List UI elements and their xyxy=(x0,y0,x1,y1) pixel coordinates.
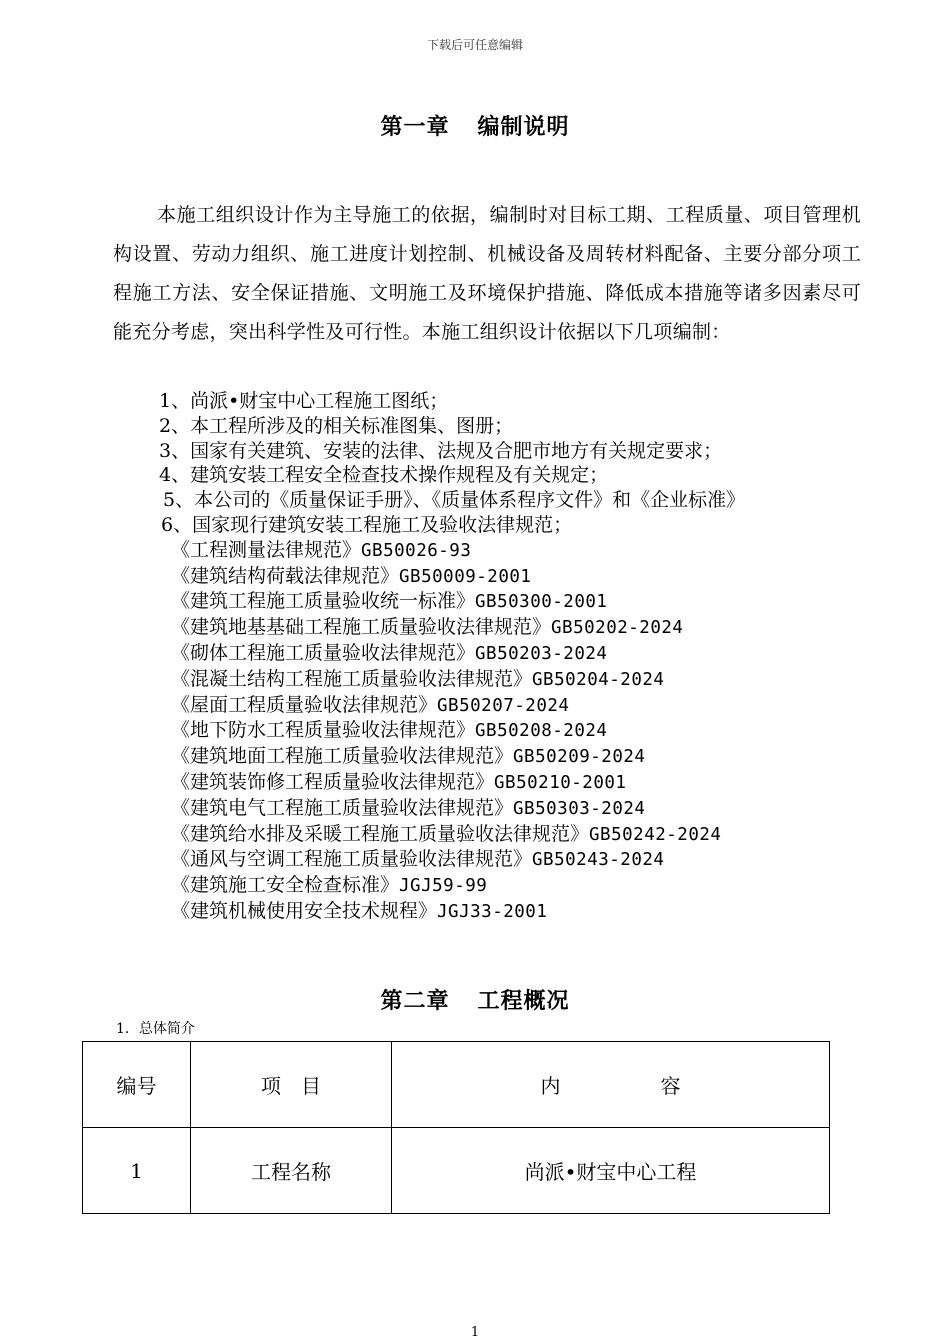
standard-row xyxy=(113,744,861,770)
standard-row xyxy=(113,564,861,590)
basis-item: 5、本公司的《质量保证手册》、《质量体系程序文件》和《企业标准》 xyxy=(163,489,746,512)
standard-code: GB50026-93 xyxy=(361,540,472,561)
table-header-cell: 内 容 xyxy=(392,1042,830,1128)
basis-item-wrapped xyxy=(113,488,861,513)
standard-code: GB50204-2024 xyxy=(532,669,665,690)
standard-code: GB50209-2024 xyxy=(513,747,646,768)
standard-row xyxy=(113,873,861,899)
standard-name: 《工程测量法律规范》 xyxy=(171,538,362,561)
intro-paragraph: 本施工组织设计作为主导施工的依据，编制时对目标工期、工程质量、项目管理机构设置、劳动力组织、施工进度计划控制、机械设备及周转材料配备、主要分部分项工程施工方法、安全保证措施、文明施工及环境保护措施、降低成本措施等诸多因素尽可能充分考虑，突出科学性及可行性。本施工组织设计依据以下几项编制： xyxy=(113,204,861,343)
table-cell: 工程名称 xyxy=(191,1128,392,1214)
standard-code: GB50242-2024 xyxy=(589,824,722,845)
basis-item: 1、尚派•财宝中心工程施工图纸； xyxy=(159,390,449,412)
standard-row xyxy=(113,589,861,615)
standard-name: 《建筑给水排及采暖工程施工质量验收法律规范》 xyxy=(171,822,590,845)
standard-name: 《建筑施工安全检查标准》 xyxy=(171,874,400,897)
standard-row xyxy=(113,822,861,848)
standard-name: 《建筑机械使用安全技术规程》 xyxy=(171,899,438,922)
standard-row xyxy=(113,796,861,822)
basis-item: 3、国家有关建筑、安装的法律、法规及合肥市地方有关规定要求； xyxy=(159,439,723,462)
standard-name: 《建筑结构荷载法律规范》 xyxy=(171,564,400,587)
standard-name: 《建筑工程施工质量验收统一标准》 xyxy=(171,590,476,613)
chapter-2-name: 工程概况 xyxy=(477,988,570,1014)
standard-name: 《建筑装饰修工程质量验收法律规范》 xyxy=(171,770,495,793)
chapter-2-label: 第二章 xyxy=(380,988,450,1014)
chapter-1-title xyxy=(0,110,950,141)
standard-row xyxy=(113,538,861,564)
section-label: 1．总体简介 xyxy=(116,1021,195,1037)
chapter-2-title xyxy=(0,984,950,1015)
standard-code: GB50300-2001 xyxy=(475,592,608,613)
basis-item: 6、国家现行建筑安装工程施工及验收法律规范； xyxy=(161,513,573,536)
overview-table xyxy=(82,1041,830,1214)
standard-name: 《屋面工程质量验收法律规范》 xyxy=(171,693,438,716)
standard-name: 《建筑地面工程施工质量验收法律规范》 xyxy=(171,745,514,768)
basis-list xyxy=(113,389,861,925)
table-cell: 尚派•财宝中心工程 xyxy=(392,1128,830,1214)
standard-row xyxy=(113,667,861,693)
standard-name: 《砌体工程施工质量验收法律规范》 xyxy=(171,641,476,664)
standards-list xyxy=(113,538,861,925)
header-note: 下载后可任意编辑 xyxy=(426,38,523,52)
basis-item: 4、建筑安装工程安全检查技术操作规程及有关规定； xyxy=(159,464,609,487)
standard-code: GB50207-2024 xyxy=(437,695,570,716)
standard-code: GB50203-2024 xyxy=(475,643,608,664)
standard-row xyxy=(113,615,861,641)
page-number: 1 xyxy=(470,1325,480,1340)
basis-item: 2、本工程所涉及的相关标准图集、图册； xyxy=(159,414,514,437)
table-row xyxy=(83,1128,830,1214)
standard-row xyxy=(113,770,861,796)
standard-code: JGJ59-99 xyxy=(399,876,488,897)
table-header-cell: 项 目 xyxy=(191,1042,392,1128)
standard-code: GB50202-2024 xyxy=(551,618,684,639)
standard-row xyxy=(113,718,861,744)
standard-code: JGJ33-2001 xyxy=(437,901,548,922)
standard-code: GB50208-2024 xyxy=(475,721,608,742)
standard-code: GB50243-2024 xyxy=(532,850,665,871)
standard-row xyxy=(113,641,861,667)
table-header-row xyxy=(83,1042,830,1128)
standard-row xyxy=(113,899,861,925)
standard-code: GB50303-2024 xyxy=(513,798,646,819)
standard-name: 《地下防水工程质量验收法律规范》 xyxy=(171,719,476,742)
standard-row xyxy=(113,847,861,873)
chapter-1-name: 编制说明 xyxy=(477,114,570,140)
table-cell: 1 xyxy=(83,1128,191,1214)
standard-name: 《混凝土结构工程施工质量验收法律规范》 xyxy=(171,667,533,690)
standard-name: 《建筑地基基础工程施工质量验收法律规范》 xyxy=(171,616,552,639)
table-header-cell: 编号 xyxy=(83,1042,191,1128)
standard-code: GB50009-2001 xyxy=(399,566,532,587)
standard-name: 《建筑电气工程施工质量验收法律规范》 xyxy=(171,796,514,819)
standard-row xyxy=(113,693,861,719)
standard-name: 《通风与空调工程施工质量验收法律规范》 xyxy=(171,848,533,871)
standard-code: GB50210-2001 xyxy=(494,772,627,793)
chapter-1-label: 第一章 xyxy=(380,114,450,140)
